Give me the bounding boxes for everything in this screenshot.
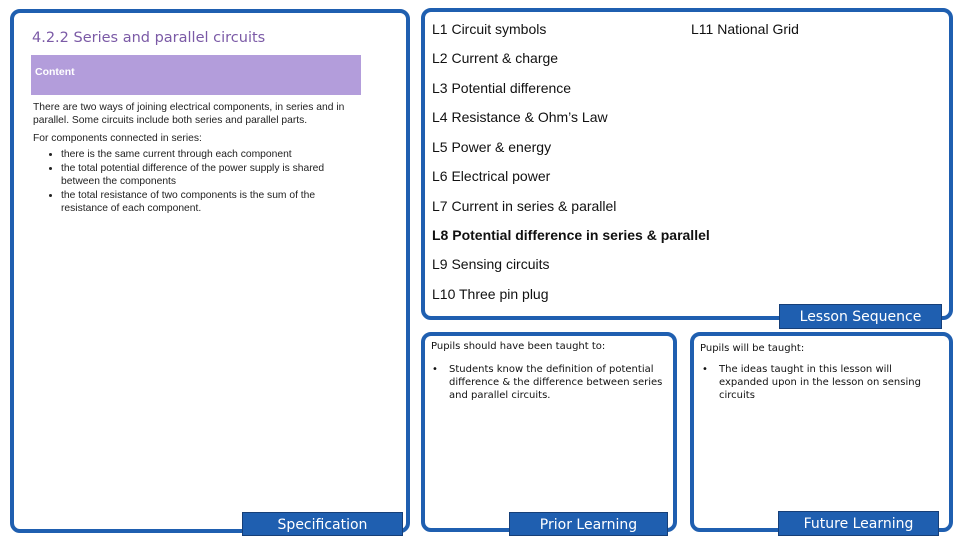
- specification-intro: There are two ways of joining electrical components, in series and in parallel. Some circuits include both series and parallel parts.: [33, 102, 345, 126]
- specification-body: [33, 102, 363, 217]
- bullet-dot: •: [432, 364, 438, 375]
- lesson-item-4: L4 Resistance & Ohm’s Law: [432, 109, 608, 125]
- lesson-item-6: L6 Electrical power: [432, 168, 551, 184]
- specification-point: • the total potential difference of the power supply is shared between the components: [61, 163, 363, 188]
- specification-list-intro: For components connected in series:: [33, 133, 202, 144]
- prior-learning-heading: Pupils should have been taught to:: [431, 341, 606, 352]
- prior-learning-bullet: [432, 363, 664, 402]
- future-learning-tab[interactable]: Future Learning: [778, 511, 939, 536]
- lesson-item-2: L2 Current & charge: [432, 50, 559, 66]
- lesson-item-3: L3 Potential difference: [432, 80, 572, 96]
- specification-list: [33, 149, 363, 216]
- lesson-item-5: L5 Power & energy: [432, 139, 552, 155]
- lesson-item-1: L1 Circuit symbols: [432, 21, 547, 37]
- specification-point: • there is the same current through each component: [61, 149, 363, 162]
- future-learning-bullet-text: The ideas taught in this lesson will expanded upon in the lesson on sensing circuits: [719, 364, 921, 401]
- future-learning-panel: [690, 332, 953, 532]
- future-learning-bullet: [702, 363, 944, 402]
- prior-learning-tab[interactable]: Prior Learning: [509, 512, 668, 536]
- prior-learning-bullet-text: Students know the definition of potential difference & the difference between series and parallel circuits.: [449, 364, 663, 401]
- lesson-item-11: L11 National Grid: [691, 21, 799, 37]
- prior-learning-panel: [421, 332, 677, 532]
- specification-tab[interactable]: Specification: [242, 512, 403, 536]
- future-learning-heading: Pupils will be taught:: [700, 343, 805, 354]
- content-band-label: Content: [35, 66, 75, 78]
- lesson-item-10: L10 Three pin plug: [432, 286, 549, 302]
- content-band: [31, 55, 361, 95]
- lesson-item-9: L9 Sensing circuits: [432, 256, 550, 272]
- lesson-sequence-tab[interactable]: Lesson Sequence: [779, 304, 942, 329]
- specification-heading: 4.2.2 Series and parallel circuits: [32, 30, 266, 46]
- lesson-item-8-current: L8 Potential difference in series & parallel: [432, 227, 710, 243]
- lesson-item-7: L7 Current in series & parallel: [432, 198, 617, 214]
- specification-point: • the total resistance of two components is the sum of the resistance of each component.: [61, 190, 363, 215]
- bullet-dot: •: [702, 364, 708, 375]
